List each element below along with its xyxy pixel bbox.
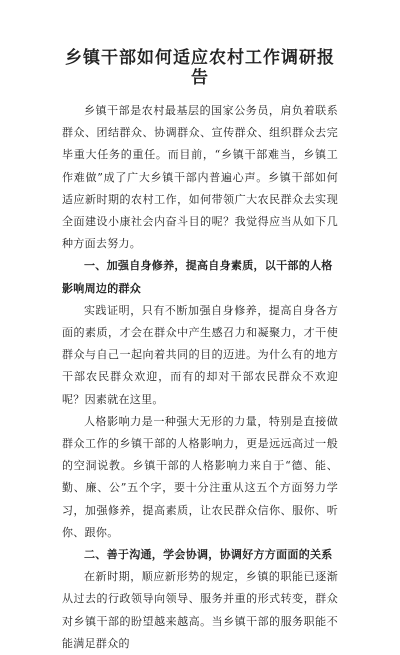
document-title: 乡镇干部如何适应农村工作调研报告 xyxy=(65,48,335,88)
paragraph-influence: 人格影响力是一种强大无形的力量，特别是直接做群众工作的乡镇干部的人格影响力，更是远远高过一般的空洞说教。乡镇干部的人格影响力来自于“德、能、勤、廉、公”五个字，要十分注重从这五个方面努力学习，加强修养，提高素质，让农民群众信你、服你、听你、跟你。 xyxy=(62,414,338,539)
section-heading-1: 一、加强自身修养，提高自身素质，以干部的人格影响周边的群众 xyxy=(62,259,333,295)
section-heading-2: 二、善于沟通，学会协调，协调好方方面面的关系 xyxy=(84,548,333,562)
paragraph-intro: 乡镇干部是农村最基层的国家公务员，肩负着联系群众、团结群众、协调群众、宣传群众、组织群众去完毕重大任务的重任。而目前，“乡镇干部难当，乡镇工作难做”成了广大乡镇干部内普遍心声。乡镇干部如何适应新时期的农村工作，如何带领广大农民群众去实现全面建设小康社会内奋斗目的呢？我觉得应当从如下几种方面去努力。 xyxy=(62,104,338,251)
paragraph-practice: 实践证明，只有不断加强自身修养，提高自身各方面的素质，才会在群众中产生感召力和凝聚力，才干使群众与自己一起向着共同的目的迈进。为什么有的地方干部农民群众欢迎，而有的却对干部农民群众不欢迎呢？因素就在这里。 xyxy=(62,303,338,406)
paragraph-new-era: 在新时期，顺应新形势的规定，乡镇的职能已逐渐从过去的行政领导向领导、服务并重的形式转变，群众对乡镇干部的盼望越来越高。当乡镇干部的服务职能不能满足群众的 xyxy=(62,570,338,650)
